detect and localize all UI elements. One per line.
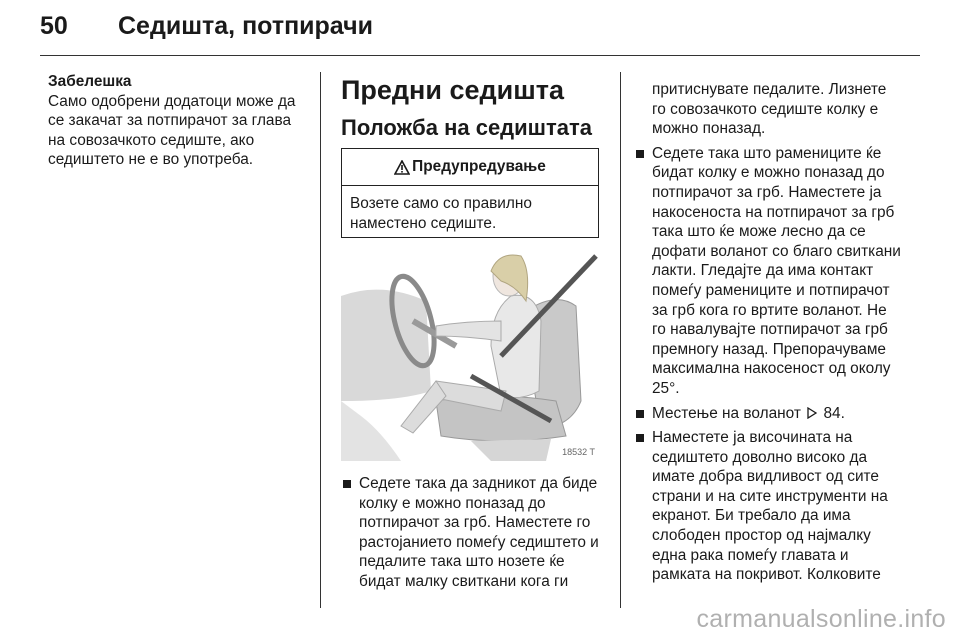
list-item — [634, 144, 904, 399]
seat-position-illustration — [341, 251, 599, 461]
bullet-text: Седете така да задникот да биде колку е можно поназад до потпирачот за грб. Наместете го растојанието помеѓу седиштето и педалите така што нозете ќе бидат малку свиткани кога ги — [359, 475, 599, 590]
warning-triangle-icon — [394, 160, 410, 175]
arrow-reference-icon[interactable] — [807, 407, 817, 419]
bullet-square — [636, 150, 644, 158]
subsection-heading: Положба на седиштата — [341, 115, 593, 140]
page-reference-link[interactable]: 84. — [823, 404, 845, 422]
bullet-square — [636, 410, 644, 418]
continuation-text: притиснувате педалите. Лизнете го совозачкото седиште колку е можно поназад. — [652, 81, 887, 138]
list-item — [341, 474, 603, 592]
page-title: Седишта, потпирачи — [118, 12, 373, 40]
column-divider-left — [320, 72, 321, 608]
list-item — [634, 404, 904, 424]
list-item — [634, 428, 904, 585]
warning-header — [342, 149, 598, 186]
header-rule — [40, 55, 920, 56]
bullet-square — [343, 480, 351, 488]
warning-title: Предупредување — [412, 158, 546, 175]
bullet-square — [636, 434, 644, 442]
note-heading: Забелешка — [48, 73, 132, 90]
note-block — [48, 72, 310, 170]
right-column-text — [634, 80, 904, 585]
warning-text: Возете само со правилно наместено седиште. — [350, 195, 532, 232]
bullet-text: Седете така што рамениците ќе бидат колку е можно поназад до потпирачот за грб. Наместете ја накосеноста на потпирачот за грб така што ќе може лесно да се дофати воланот со благо свиткани лакти. Гледајте да има контакт помеѓу рамениците и потпирачот за грб кога го вртите воланот. Не го навалувајте потпирачот за грб премногу назад. Препорачуваме максимална накосеност од околу 25°. — [652, 144, 901, 397]
bullet-text: Наместете ја височината на седиштето доволно високо да имате добра видливост од сите страни и на сите инструменти на екранот. Би требало да има слободен простор од најмалку една рака помеѓу главата и рамката на покривот. Колковите — [652, 429, 888, 584]
bullet-text: Местење на воланот — [652, 404, 801, 422]
middle-bullets — [341, 474, 603, 592]
page-number: 50 — [40, 12, 68, 40]
section-heading: Предни седишта — [341, 75, 564, 105]
column-divider-right — [620, 72, 621, 608]
figure-label: 18532 T — [562, 447, 595, 457]
warning-box — [341, 148, 599, 238]
watermark: carmanualsonline.info — [696, 605, 946, 633]
note-text: Само одобрени додатоци може да се закачат за потпирачот за глава на совозачкото седиште, ако седиштето не е во употреба. — [48, 92, 296, 169]
